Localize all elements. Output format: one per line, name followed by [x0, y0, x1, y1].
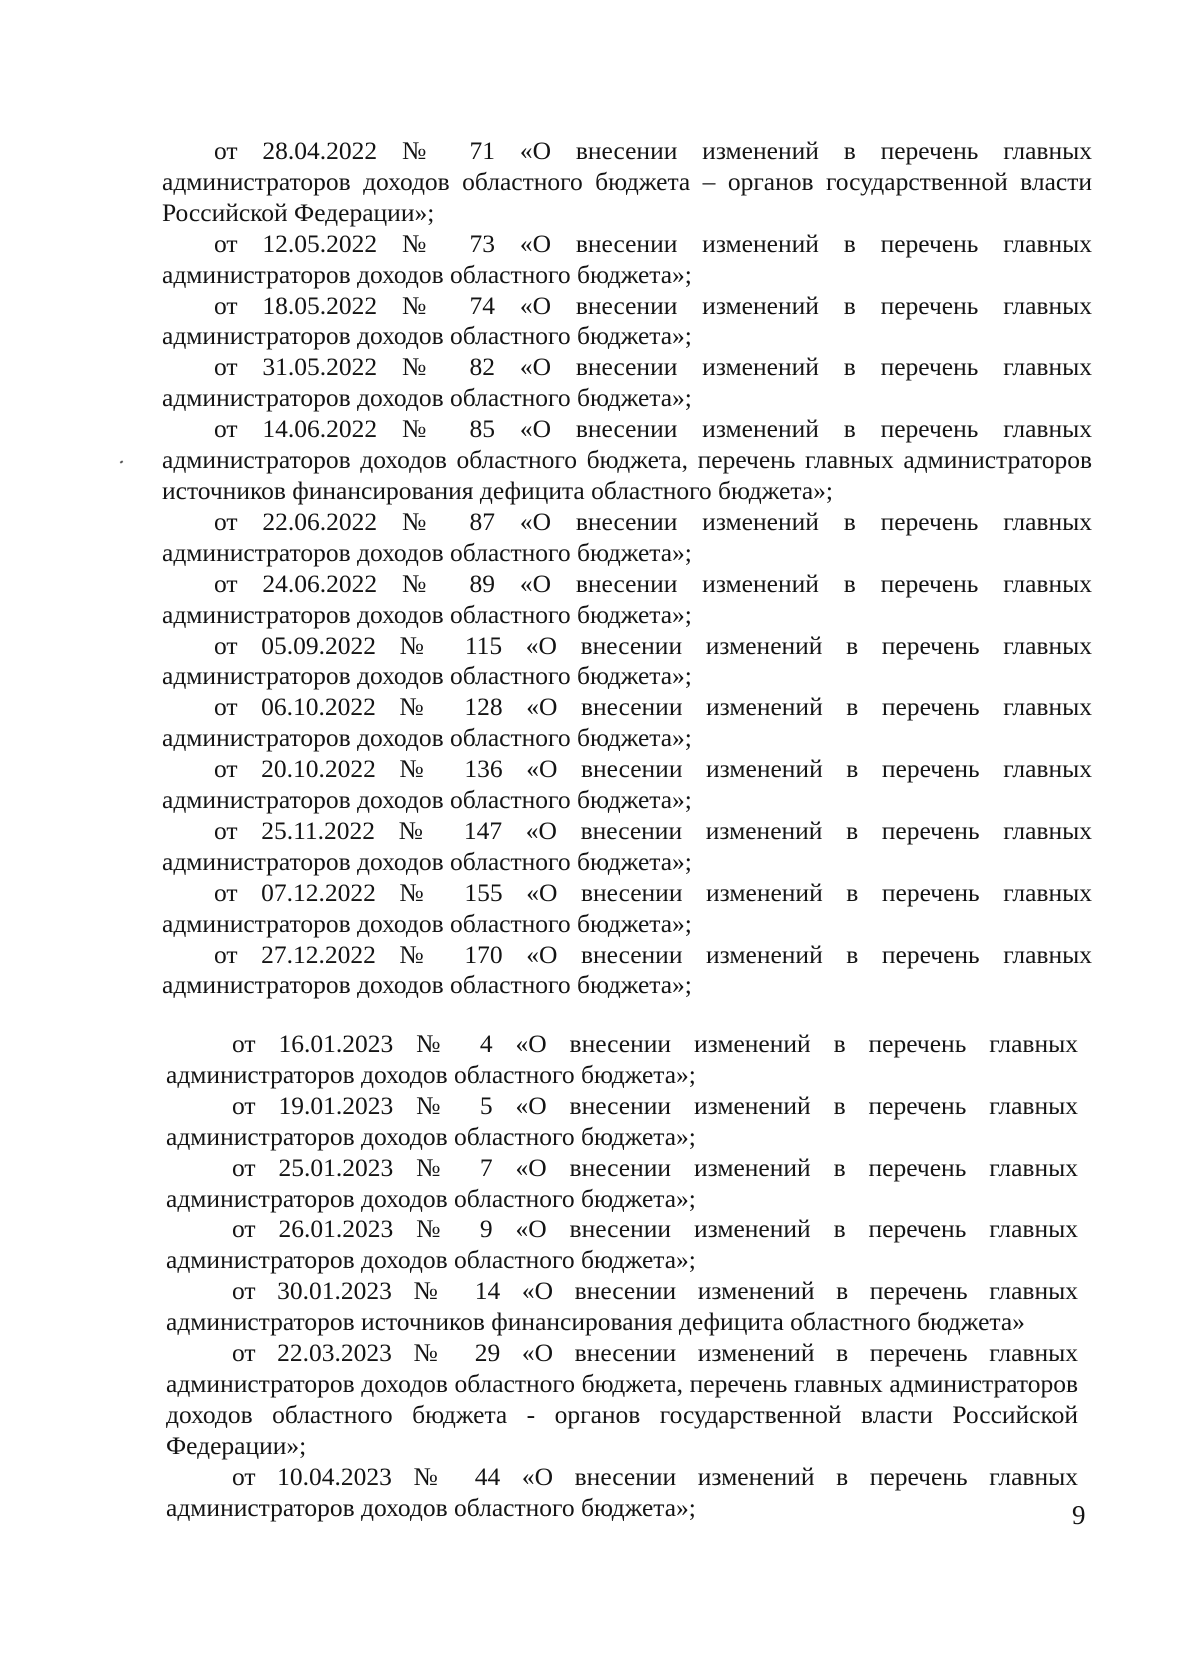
paragraph: от 12.05.2022 № 73 «О внесении изменений в перечень главных администраторов доходов областного бюджета»; — [162, 228, 1092, 289]
paragraph: от 18.05.2022 № 74 «О внесении изменений в перечень главных администраторов доходов областного бюджета»; — [162, 290, 1092, 351]
paragraph: от 20.10.2022 № 136 «О внесении изменений в перечень главных администраторов доходов областного бюджета»; — [162, 754, 1092, 815]
paragraph: от 14.06.2022 № 85 «О внесении изменений в перечень главных администраторов доходов областного бюджета, перечень главных администраторов источников финансирования дефицита областного бюджета»; — [162, 414, 1092, 505]
paragraph: от 19.01.2023 № 5 «О внесении изменений в перечень главных администраторов доходов областного бюджета»; — [166, 1090, 1078, 1151]
paragraph: от 24.06.2022 № 89 «О внесении изменений в перечень главных администраторов доходов областного бюджета»; — [162, 568, 1092, 629]
scan-mark — [120, 460, 124, 463]
paragraph: от 22.03.2023 № 29 «О внесении изменений в перечень главных администраторов доходов областного бюджета, перечень главных администраторов доходов областного бюджета - органов государственной власти Российской Федерации»; — [166, 1338, 1078, 1460]
paragraph: от 05.09.2022 № 115 «О внесении изменений в перечень главных администраторов доходов областного бюджета»; — [162, 630, 1092, 691]
paragraph: от 07.12.2022 № 155 «О внесении изменений в перечень главных администраторов доходов областного бюджета»; — [162, 877, 1092, 938]
paragraph: от 26.01.2023 № 9 «О внесении изменений в перечень главных администраторов доходов областного бюджета»; — [166, 1214, 1078, 1275]
paragraph: от 06.10.2022 № 128 «О внесении изменений в перечень главных администраторов доходов областного бюджета»; — [162, 692, 1092, 753]
paragraph: от 27.12.2022 № 170 «О внесении изменений в перечень главных администраторов доходов областного бюджета»; — [162, 939, 1092, 1000]
paragraph: от 10.04.2023 № 44 «О внесении изменений в перечень главных администраторов доходов областного бюджета»; — [166, 1461, 1078, 1522]
paragraph: от 22.06.2022 № 87 «О внесении изменений в перечень главных администраторов доходов областного бюджета»; — [162, 506, 1092, 567]
paragraph: от 31.05.2022 № 82 «О внесении изменений в перечень главных администраторов доходов областного бюджета»; — [162, 352, 1092, 413]
document-body-2022 — [162, 136, 1092, 1001]
document-body-2023 — [166, 1029, 1078, 1524]
paragraph: от 30.01.2023 № 14 «О внесении изменений в перечень главных администраторов источников финансирования дефицита областного бюджета» — [166, 1276, 1078, 1337]
paragraph: от 28.04.2022 № 71 «О внесении изменений в перечень главных администраторов доходов областного бюджета – органов государственной власти Российской Федерации»; — [162, 136, 1092, 227]
paragraph: от 25.01.2023 № 7 «О внесении изменений в перечень главных администраторов доходов областного бюджета»; — [166, 1152, 1078, 1213]
page-number: 9 — [1072, 1500, 1086, 1530]
paragraph: от 16.01.2023 № 4 «О внесении изменений в перечень главных администраторов доходов областного бюджета»; — [166, 1029, 1078, 1089]
paragraph: от 25.11.2022 № 147 «О внесении изменений в перечень главных администраторов доходов областного бюджета»; — [162, 815, 1092, 876]
